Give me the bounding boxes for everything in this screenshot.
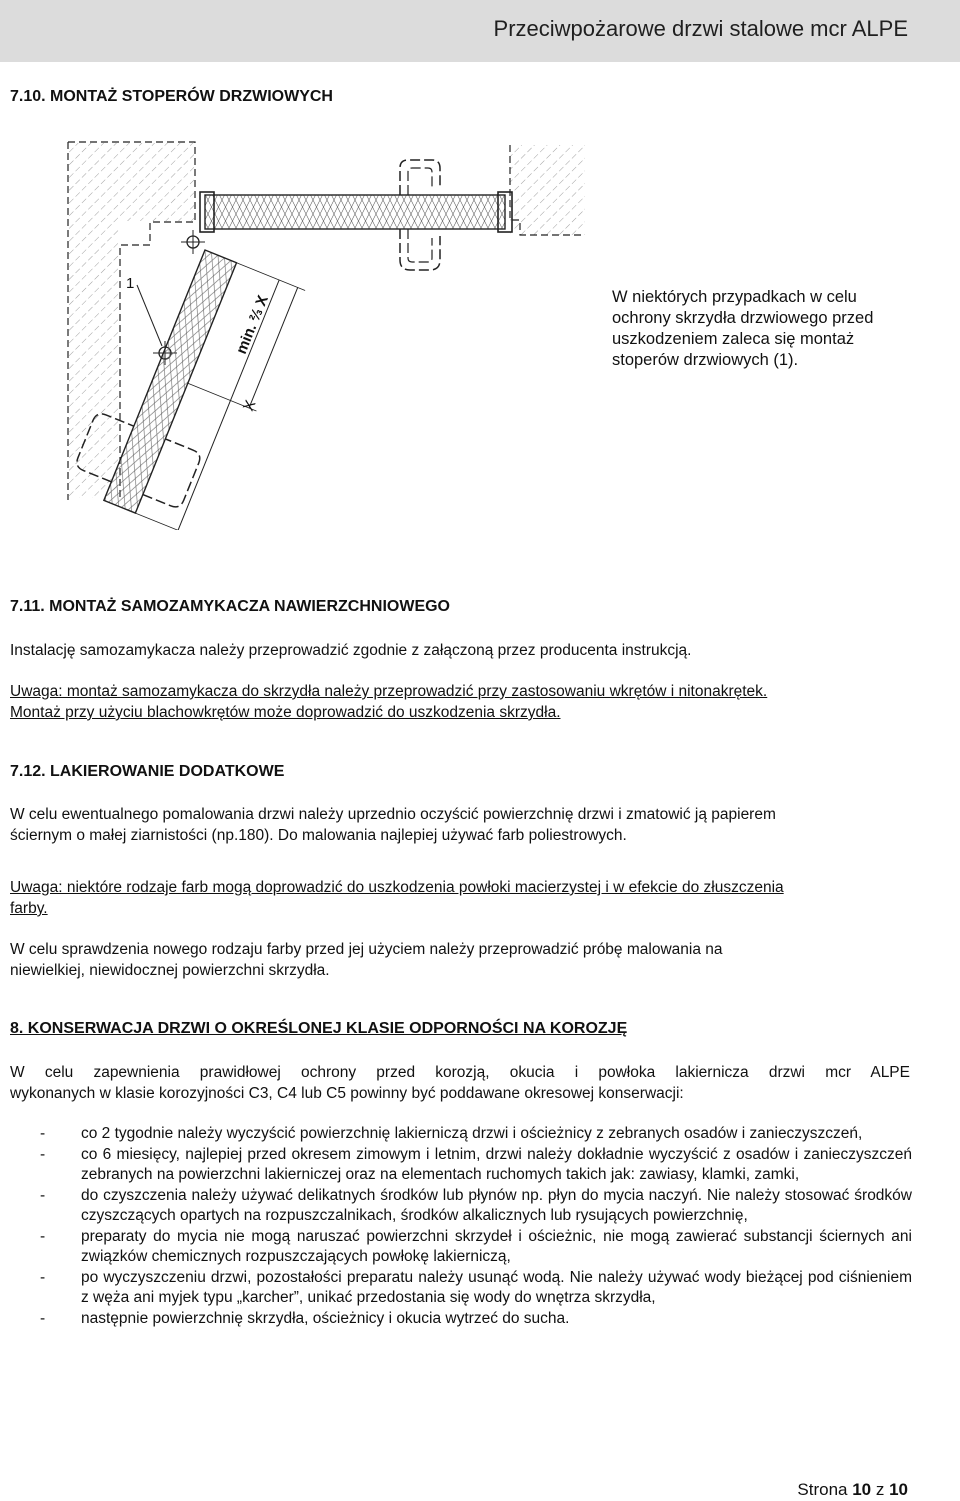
- painting-test-line-1: W celu sprawdzenia nowego rodzaju farby przed jej użyciem należy przeprowadzić próbę malowania na: [10, 941, 723, 958]
- section-7-10-heading: 7.10. MONTAŻ STOPERÓW DRZWIOWYCH: [10, 88, 333, 105]
- painting-test-line-2: niewielkiej, niewidocznej powierzchni skrzydła.: [10, 962, 330, 979]
- list-item: [10, 1145, 912, 1186]
- list-dash: -: [40, 1309, 46, 1327]
- footer-current-page: 10: [852, 1480, 872, 1499]
- label-1: 1: [126, 275, 135, 292]
- closer-warning-line-2: Montaż przy użyciu blachowkrętów może doprowadzić do uszkodzenia skrzydła.: [10, 704, 561, 721]
- painting-text-line-2: ściernym o małej ziarnistości (np.180). Do malowania najlepiej używać farb poliestrowych.: [10, 827, 627, 844]
- closer-warning-line-1: Uwaga: montaż samozamykacza do skrzydła należy przeprowadzić przy zastosowaniu wkrętów i nitonakrętek.: [10, 683, 768, 700]
- label-x: X: [239, 397, 260, 414]
- door-leaf-closed: [200, 160, 512, 270]
- painting-text-line-1: W celu ewentualnego pomalowania drzwi należy uprzednio oczyścić powierzchnię drzwi i zmatowić ją papierem: [10, 806, 776, 823]
- list-item-text: po wyczyszczeniu drzwi, pozostałości preparatu należy usunąć wodą. Nie należy używać wody bieżącej pod ciśnieniem z węża ani myjek typu „karcher”, unikać przedostania się wody do wnętrza skrzydła,: [81, 1268, 912, 1306]
- list-dash: -: [40, 1125, 46, 1142]
- footer-separator: z: [871, 1480, 890, 1499]
- section-7-11-heading: 7.11. MONTAŻ SAMOZAMYKACZA NAWIERZCHNIOWEGO: [10, 598, 450, 615]
- page-number-footer: [797, 1480, 908, 1500]
- list-dash: -: [40, 1227, 46, 1245]
- painting-warning-line-1: Uwaga: niektóre rodzaje farb mogą doprowadzić do uszkodzenia powłoki macierzystej i w efekcie do złuszczenia: [10, 879, 784, 896]
- maintenance-intro-line-2: wykonanych w klasie korozyjności C3, C4 lub C5 powinny być poddawane okresowej konserwacji:: [10, 1085, 684, 1102]
- header-title: Przeciwpożarowe drzwi stalowe mcr ALPE: [493, 16, 908, 41]
- list-item-text: do czyszczenia należy używać delikatnych środków lub płynów np. płyn do mycia naczyń. Nie należy stosować środków czyszczących opartych na rozpuszczalnikach, środków alkalicznych lub rysujących powierzchnię,: [81, 1186, 912, 1224]
- list-dash: -: [40, 1268, 46, 1286]
- closer-instruction-text: Instalację samozamykacza należy przeprowadzić zgodnie z załączoną przez producenta instrukcją.: [10, 642, 692, 659]
- page-header: [0, 0, 960, 62]
- list-item-text: preparaty do mycia nie mogą naruszać powierzchni skrzydeł i ościeżnic, nie mogą zawierać substancji ściernych ani związków chemicznych rozpuszczających powłokę lakierniczą,: [81, 1227, 912, 1265]
- list-item: [10, 1309, 912, 1330]
- list-item: [10, 1124, 912, 1145]
- section-8-heading: 8. KONSERWACJA DRZWI O OKREŚLONEJ KLASIE ODPORNOŚCI NA KOROZJĘ: [10, 1020, 628, 1037]
- wall-right: [510, 145, 585, 235]
- stopper-note-line: stoperów drzwiowych (1).: [612, 351, 799, 369]
- section-7-12-heading: 7.12. LAKIEROWANIE DODATKOWE: [10, 763, 285, 780]
- list-item: [10, 1186, 912, 1227]
- list-dash: -: [40, 1186, 46, 1204]
- painting-warning-line-2: farby.: [10, 900, 48, 917]
- list-item: [10, 1268, 912, 1309]
- list-item-text: następnie powierzchnię skrzydła, ościeżnicy i okucia wytrzeć do sucha.: [81, 1309, 570, 1327]
- footer-total-pages: 10: [889, 1480, 908, 1499]
- stopper-note-line: ochrony skrzydła drzwiowego przed: [612, 309, 874, 327]
- list-item-text: co 2 tygodnie należy wyczyścić powierzchnię lakierniczą drzwi i ościeżnicy z zebranych osadów i zanieczyszczeń,: [81, 1125, 863, 1142]
- door-stopper-drawing: [40, 130, 600, 530]
- stopper-note: [612, 287, 912, 371]
- stopper-note-line: W niektórych przypadkach w celu: [612, 288, 857, 306]
- footer-prefix: Strona: [797, 1480, 853, 1499]
- list-item-text: co 6 miesięcy, najlepiej przed okresem zimowym i letnim, drzwi należy dokładnie wyczyścić z osadów i zanieczyszczeń zebranych na powierzchni lakierniczej oraz na elementach ruchomych takich jak: zawiasy, klamki, zamki,: [81, 1145, 912, 1183]
- label-min-two-thirds-x: min. ⅔ X: [232, 292, 272, 357]
- list-dash: -: [40, 1145, 46, 1163]
- maintenance-intro-line-1: W celu zapewnienia prawidłowej ochrony przed korozją, okucia i powłoka lakiernicza drzwi mcr ALPE: [10, 1064, 910, 1081]
- list-item: [10, 1227, 912, 1268]
- stopper-note-line: uszkodzeniem zaleca się montaż: [612, 330, 855, 348]
- label-1-leader: [137, 285, 162, 346]
- maintenance-list: [10, 1124, 912, 1329]
